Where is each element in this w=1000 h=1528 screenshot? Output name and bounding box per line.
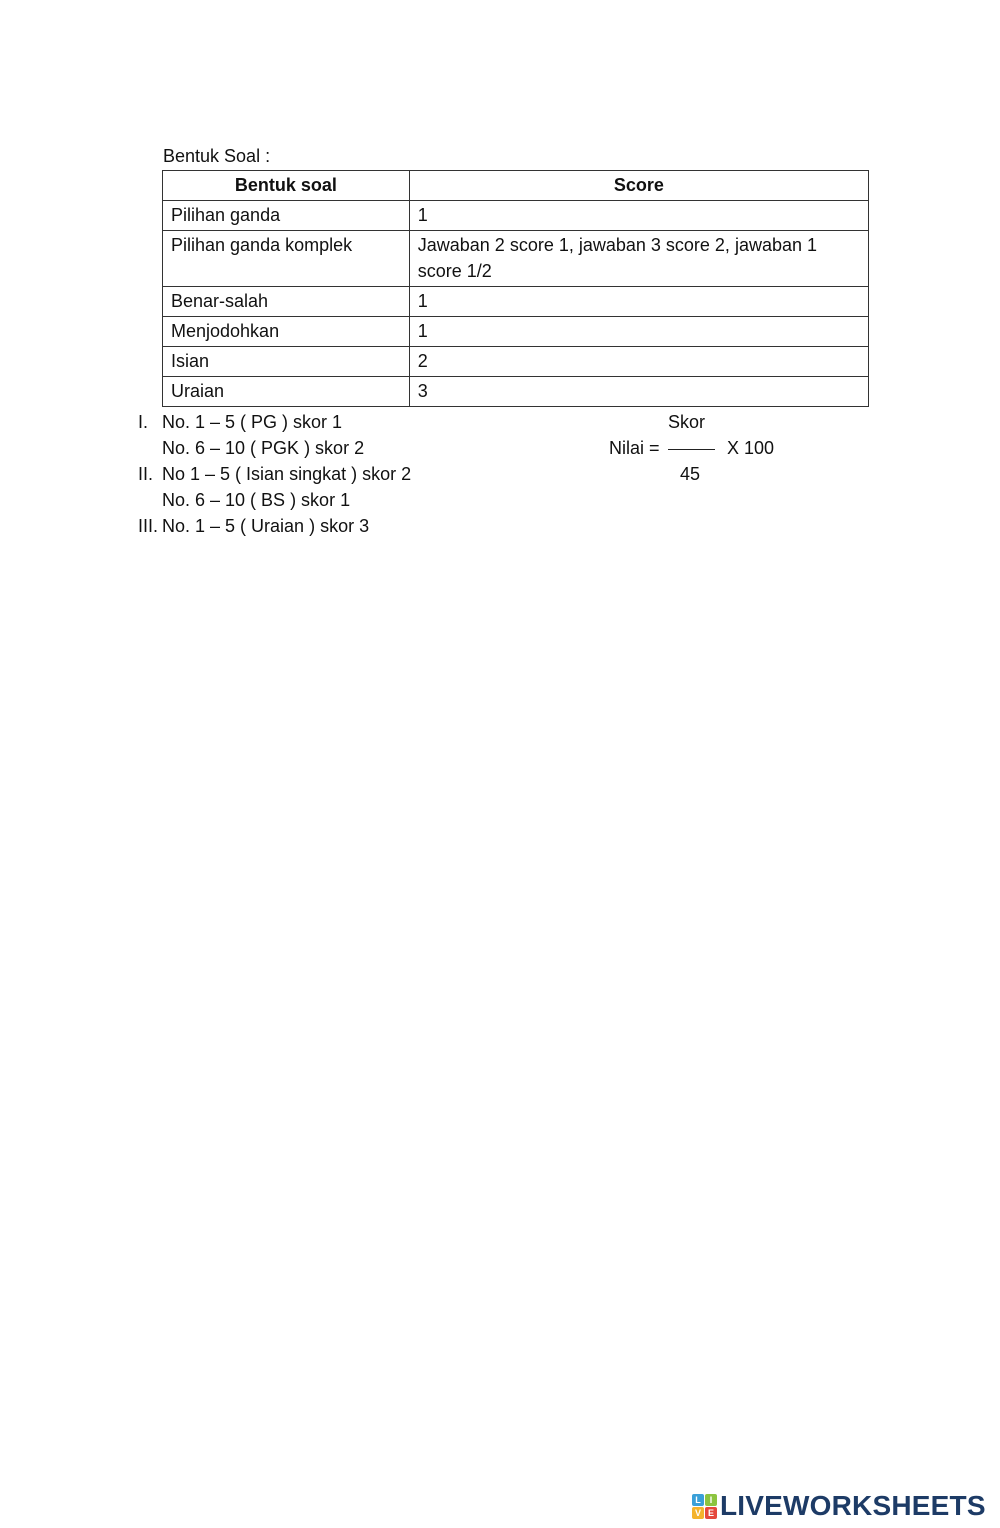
table-cell-score: 3: [409, 377, 868, 407]
list-item-text: No. 1 – 5 ( PG ) skor 1: [162, 412, 343, 432]
table-row: [163, 317, 869, 347]
table-cell-bentuk: Pilihan ganda komplek: [163, 231, 410, 287]
formula-numerator: Skor: [668, 412, 706, 432]
list-item-number: I.: [138, 412, 149, 432]
table-cell-bentuk: Benar-salah: [163, 287, 410, 317]
logo-letter: E: [705, 1507, 717, 1519]
logo-letter: I: [705, 1494, 717, 1506]
table-header-row: [163, 171, 869, 201]
column-header-bentuk-soal: Bentuk soal: [163, 171, 410, 201]
table-cell-bentuk: Isian: [163, 347, 410, 377]
list-item-number: III.: [138, 516, 159, 536]
logo-letter: V: [692, 1507, 704, 1519]
liveworksheets-logo: [692, 1489, 986, 1523]
table-row: [163, 287, 869, 317]
section-label: Bentuk Soal :: [163, 146, 271, 166]
logo-mark-icon: [692, 1494, 717, 1519]
table-row: [163, 377, 869, 407]
list-item-number: II.: [138, 464, 154, 484]
table-cell-score: Jawaban 2 score 1, jawaban 3 score 2, jawaban 1 score 1/2: [409, 231, 868, 287]
list-item-text: No. 1 – 5 ( Uraian ) skor 3: [162, 516, 370, 536]
table-row: [163, 231, 869, 287]
table-cell-bentuk: Uraian: [163, 377, 410, 407]
table-row: [163, 347, 869, 377]
list-item-text: No. 6 – 10 ( BS ) skor 1: [162, 490, 351, 510]
list-item-text: No 1 – 5 ( Isian singkat ) skor 2: [162, 464, 412, 484]
table-cell-score: 2: [409, 347, 868, 377]
table-row: [163, 201, 869, 231]
formula-lhs: Nilai =: [609, 438, 660, 458]
formula-denominator: 45: [680, 464, 701, 484]
table-cell-score: 1: [409, 201, 868, 231]
logo-wordmark: LIVEWORKSHEETS: [720, 1490, 986, 1521]
table-cell-bentuk: Menjodohkan: [163, 317, 410, 347]
table-cell-score: 1: [409, 317, 868, 347]
logo-letter: L: [692, 1494, 704, 1506]
list-item-text: No. 6 – 10 ( PGK ) skor 2: [162, 438, 365, 458]
column-header-score: Score: [409, 171, 868, 201]
fraction-bar: [668, 449, 715, 450]
score-table: [162, 170, 869, 407]
table-cell-bentuk: Pilihan ganda: [163, 201, 410, 231]
grade-formula: [600, 409, 820, 489]
table-cell-score: 1: [409, 287, 868, 317]
formula-multiplier: X 100: [727, 438, 775, 458]
